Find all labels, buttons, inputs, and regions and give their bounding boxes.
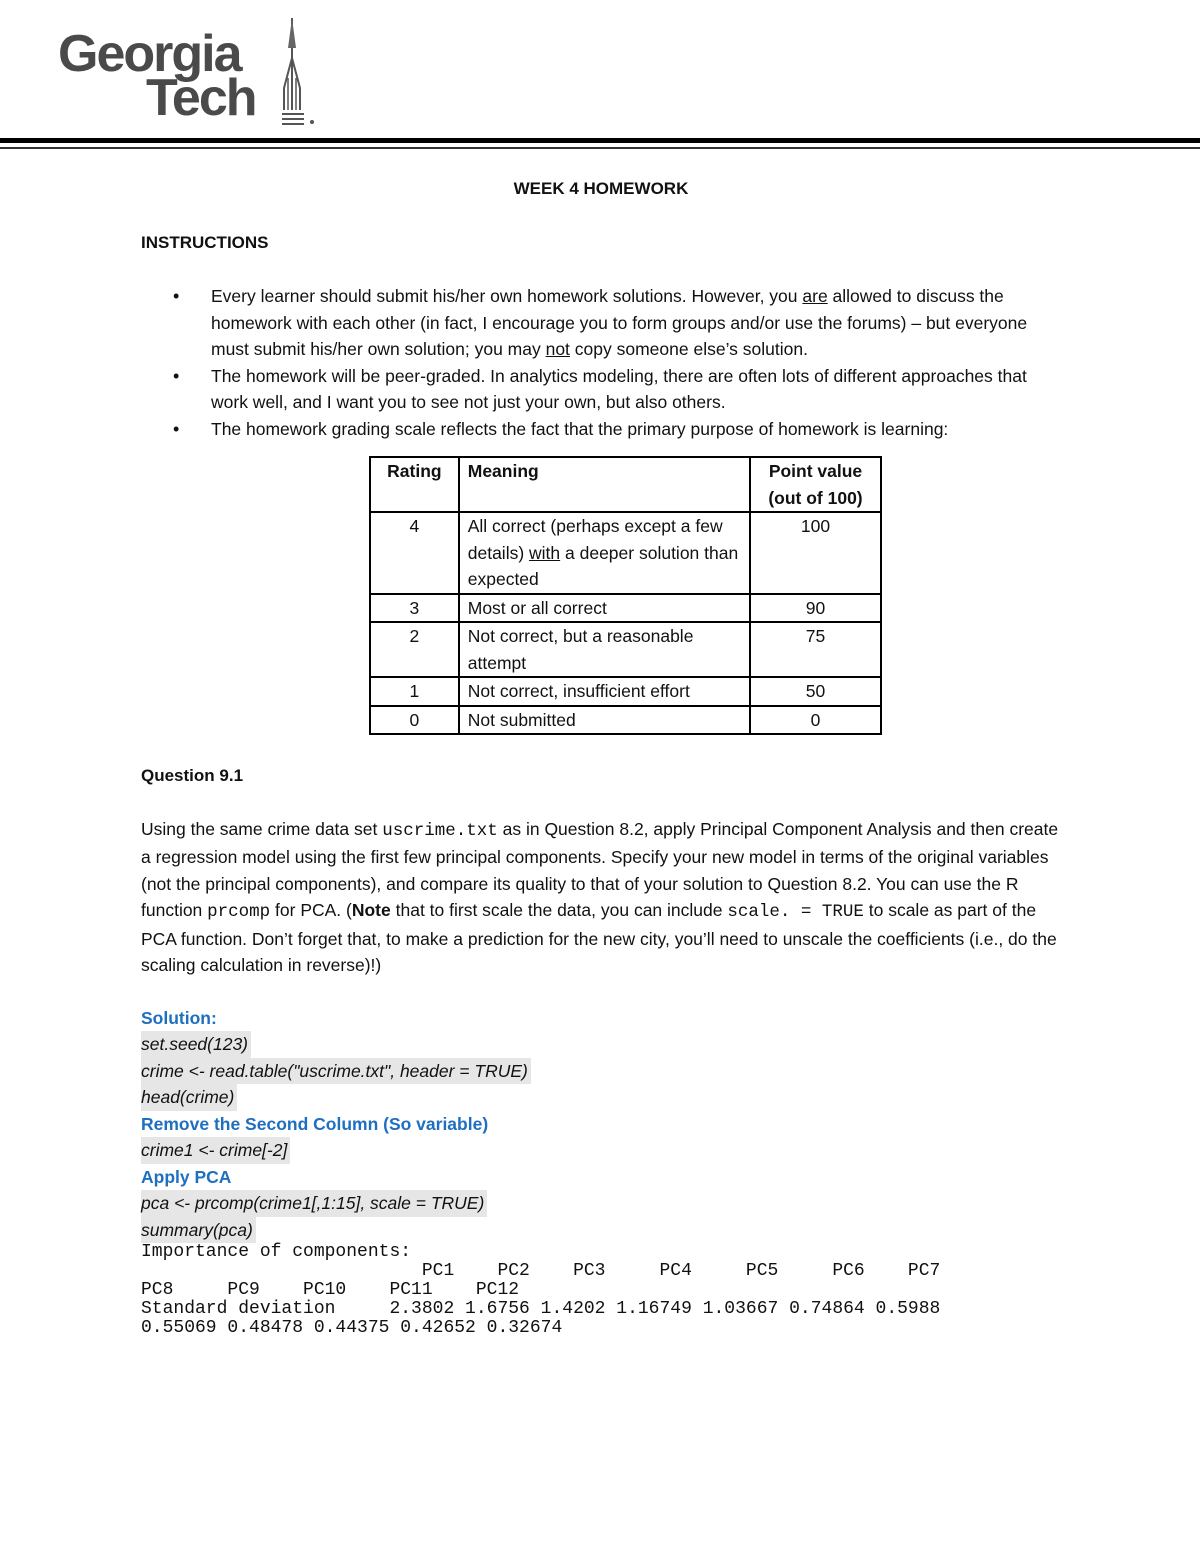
header-point-value-line1: Point value bbox=[768, 461, 863, 481]
table-row bbox=[370, 512, 881, 594]
meaning-text: a deeper solution than expected bbox=[467, 542, 739, 589]
code-line: set.seed(123) bbox=[141, 1031, 251, 1058]
header-meaning: Meaning bbox=[459, 457, 750, 512]
step-label: Apply PCA bbox=[141, 1166, 232, 1187]
scale-arg-code: scale. = TRUE bbox=[727, 902, 864, 922]
list-item: • The homework will be peer-graded. In analytics modeling, there are often lots of different approaches that work well, and I want you to see not just your own, but also others. bbox=[141, 363, 1061, 416]
list-item bbox=[141, 283, 1061, 363]
bullet-text: copy someone else’s solution. bbox=[569, 339, 808, 359]
cell-rating: 0 bbox=[370, 706, 459, 735]
cell-meaning: Not submitted bbox=[459, 706, 750, 735]
cell-points: 100 bbox=[750, 512, 881, 594]
cell-meaning: Most or all correct bbox=[459, 594, 750, 623]
document-title: WEEK 4 HOMEWORK bbox=[513, 179, 689, 198]
cell-rating: 1 bbox=[370, 677, 459, 706]
question-segment: to scale as part of the PCA function. Don’t forget that, to make a prediction for the new city, you’ll need to unscale the coefficients (i.e., do the scaling calculation in reverse)!) bbox=[141, 900, 1057, 975]
cell-points: 90 bbox=[750, 594, 881, 623]
table-row bbox=[370, 622, 881, 677]
cell-meaning: Not correct, but a reasonable attempt bbox=[459, 622, 750, 677]
cell-points: 50 bbox=[750, 677, 881, 706]
cell-meaning: Not correct, insufficient effort bbox=[459, 677, 750, 706]
header-point-value-line2: (out of 100) bbox=[768, 487, 863, 508]
list-item: • The homework grading scale reflects the fact that the primary purpose of homework is learning: bbox=[141, 416, 1061, 443]
output-line: Importance of components: bbox=[141, 1242, 412, 1262]
cell-meaning bbox=[459, 512, 750, 594]
filename-code: uscrime.txt bbox=[382, 820, 498, 841]
r-console-output bbox=[141, 1243, 1061, 1338]
cell-rating: 4 bbox=[370, 512, 459, 594]
underlined-text: are bbox=[802, 286, 828, 306]
table-row bbox=[370, 594, 881, 623]
georgia-tech-logo bbox=[58, 18, 328, 130]
instructions-list bbox=[141, 283, 1061, 442]
cell-points: 0 bbox=[750, 706, 881, 735]
header-divider bbox=[0, 138, 1200, 143]
note-label: Note bbox=[351, 900, 391, 920]
code-line: crime <- read.table("uscrime.txt", header = TRUE) bbox=[141, 1058, 531, 1085]
cell-rating: 3 bbox=[370, 594, 459, 623]
document-body bbox=[141, 176, 1061, 1338]
code-line: pca <- prcomp(crime1[,1:15], scale = TRUE) bbox=[141, 1190, 487, 1217]
code-line: head(crime) bbox=[141, 1084, 237, 1111]
grading-scale-table bbox=[369, 456, 882, 735]
underlined-text: with bbox=[529, 542, 561, 563]
cell-rating: 2 bbox=[370, 622, 459, 677]
output-line: Standard deviation 2.3802 1.6756 1.4202 1.16749 1.03667 0.74864 0.5988 bbox=[141, 1299, 941, 1319]
header-divider-thin bbox=[0, 147, 1200, 149]
solution-label: Solution: bbox=[141, 1007, 217, 1028]
table-row bbox=[370, 677, 881, 706]
table-header-row bbox=[370, 457, 881, 512]
table-row bbox=[370, 706, 881, 735]
question-segment: as in Question 8.2, apply Principal Component Analysis and then create a regression model using the first few principal components. Specify your new model in terms of the original variables (not the principal components), and compare its quality to that of your solution to Question 8.2. You can use the R function bbox=[141, 818, 1059, 920]
logo-wordmark-line2: Tech bbox=[146, 69, 256, 127]
bullet-text: Every learner should submit his/her own homework solutions. However, you bbox=[211, 286, 803, 306]
code-line: summary(pca) bbox=[141, 1217, 256, 1244]
underlined-text: not bbox=[545, 339, 570, 359]
output-line: 0.55069 0.48478 0.44375 0.42652 0.32674 bbox=[141, 1318, 563, 1338]
header-point-value bbox=[750, 457, 881, 512]
question-heading: Question 9.1 bbox=[141, 766, 244, 785]
output-line: PC8 PC9 PC10 PC11 PC12 bbox=[141, 1280, 520, 1300]
step-label: Remove the Second Column (So variable) bbox=[141, 1113, 489, 1134]
question-segment: Using the same crime data set bbox=[141, 818, 383, 839]
header-rating: Rating bbox=[370, 457, 459, 512]
code-line: crime1 <- crime[-2] bbox=[141, 1137, 290, 1164]
output-line: PC1 PC2 PC3 PC4 PC5 PC6 PC7 bbox=[141, 1261, 941, 1281]
cell-points: 75 bbox=[750, 622, 881, 677]
instructions-heading: INSTRUCTIONS bbox=[141, 232, 269, 252]
question-segment: that to first scale the data, you can include bbox=[390, 900, 728, 920]
function-code: prcomp bbox=[207, 902, 271, 922]
question-segment: for PCA. ( bbox=[270, 900, 352, 920]
tech-tower-icon bbox=[280, 18, 325, 130]
question-text bbox=[141, 816, 1061, 979]
logo-wordmark-line1: Georgia bbox=[58, 25, 241, 83]
meaning-text: All correct (perhaps except a few details) bbox=[467, 516, 723, 563]
bullet-text: allowed to discuss the homework with each other (in fact, I encourage you to form groups and/or use the forums) – but everyone must submit his/her own solution; you may bbox=[211, 286, 1028, 359]
